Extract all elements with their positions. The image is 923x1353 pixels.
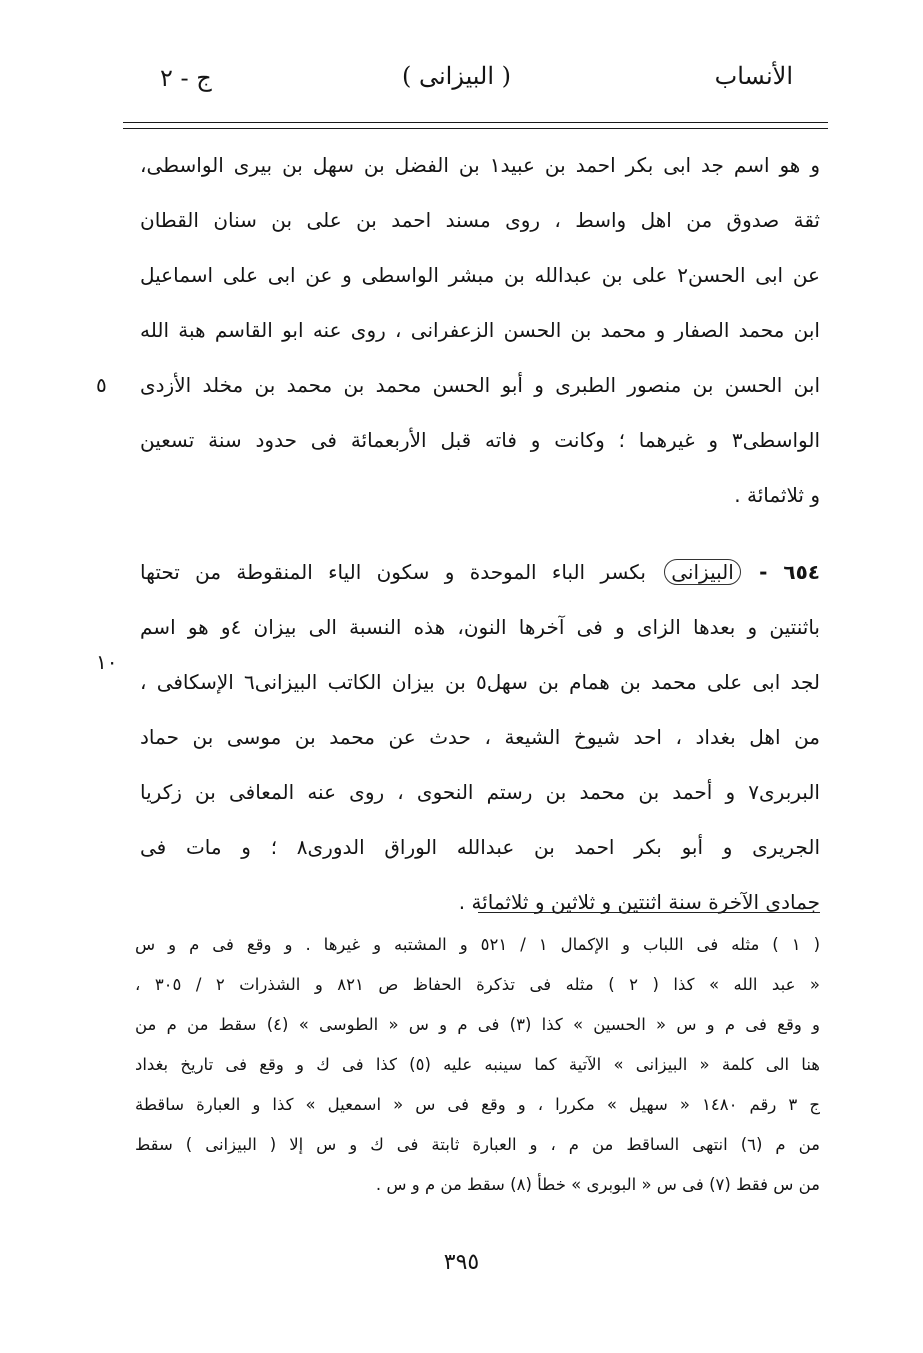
footnote-line: ج ٣ رقم ١٤٨٠ « سهيل » مكررا ، و وقع فى س « اسمعيل » كذا و العبارة ساقطة [135, 1095, 820, 1114]
entry-line: جمادى الآخرة سنة اثنتين و ثلاثين و ثلاثمائة . [458, 890, 820, 914]
margin-line-number-10: ١٠ [96, 650, 118, 674]
body-line: ابن الحسن بن منصور الطبرى و أبو الحسن محمد بن محمد بن مخلد الأزدى [140, 373, 820, 397]
entry-line: من اهل بغداد ، احد شيوخ الشيعة ، حدث عن محمد بن موسى بن حماد [140, 725, 820, 749]
footnote-line: ( ١ ) مثله فى اللباب و الإكمال ١ / ٥٢١ و المشتبه و غيرها . و وقع فى م و س [135, 935, 820, 954]
body-line: الواسطى٣ و غيرهما ؛ وكانت و فاته قبل الأربعمائة فى حدود سنة تسعين [140, 428, 820, 452]
running-head-book-title: الأنساب [714, 62, 793, 90]
footnote-separator [478, 912, 820, 913]
body-line: و هو اسم جد ابى بكر احمد بن عبيد١ بن الفضل بن سهل بن بيرى الواسطى، [140, 153, 820, 177]
footnotes [135, 925, 820, 1205]
body-line: ثقة صدوق من اهل واسط ، روى مسند احمد بن على بن سنان القطان [140, 208, 820, 232]
body-line: ابن محمد الصفار و محمد بن الحسن الزعفرانى ، روى عنه ابو القاسم هبة الله [140, 318, 820, 342]
footnote-line: من م (٦) انتهى الساقط من م ، و العبارة ثابتة فى ك و س إلا ( البيزانى ) سقط [135, 1135, 820, 1154]
entry-first-line [140, 545, 820, 600]
header-rule-bottom [123, 128, 828, 129]
page-header [120, 62, 793, 102]
footnote-line: من س فقط (٧) فى س « البوبرى » خطأ (٨) سقط من م و س . [375, 1175, 820, 1194]
body-line: عن ابى الحسن٢ على بن عبدالله بن مبشر الواسطى و عن ابى على اسماعيل [140, 263, 820, 287]
entry-line: البربرى٧ و أحمد بن محمد بن رستم النحوى ، روى عنه المعافى بن زكريا [140, 780, 820, 804]
entry-number: ٦٥٤ - [759, 560, 820, 584]
entry-line: لجد ابى على محمد بن همام بن سهل٥ بن بيزان الكاتب البيزانى٦ الإسكافى ، [140, 670, 820, 694]
entry-headword: البيزانى [664, 559, 741, 585]
margin-line-number-5: ٥ [96, 373, 107, 397]
entry-line: الجريرى و أبو بكر احمد بن عبدالله الوراق الدورى٨ ؛ و مات فى [140, 835, 820, 859]
body-line: و ثلاثمائة . [734, 483, 820, 507]
running-head-volume: ج - ٢ [160, 64, 212, 92]
page-number: ٣٩٥ [443, 1250, 480, 1275]
header-rule-top [123, 122, 828, 123]
main-text [140, 138, 820, 930]
entry-first-line-text: بكسر الباء الموحدة و سكون الياء المنقوطة من تحتها [140, 560, 646, 584]
footnote-line: هنا الى كلمة « البيزانى » الآتية كما سينبه عليه (٥) كذا فى ك و وقع فى تاريخ بغداد [135, 1055, 820, 1074]
footnote-line: و وقع فى م و س « الحسين » كذا (٣) فى م و س « الطوسى » (٤) سقط من م من [135, 1015, 820, 1034]
footnote-line: « عبد الله » كذا ( ٢ ) مثله فى تذكرة الحفاظ ص ٨٢١ و الشذرات ٢ / ٣٠٥ ، [135, 975, 820, 994]
entry-line: باثنتين و بعدها الزاى و فى آخرها النون، هذه النسبة الى بيزان ٤و هو اسم [140, 615, 820, 639]
running-head-entry: ( البيزانى ) [401, 62, 512, 90]
